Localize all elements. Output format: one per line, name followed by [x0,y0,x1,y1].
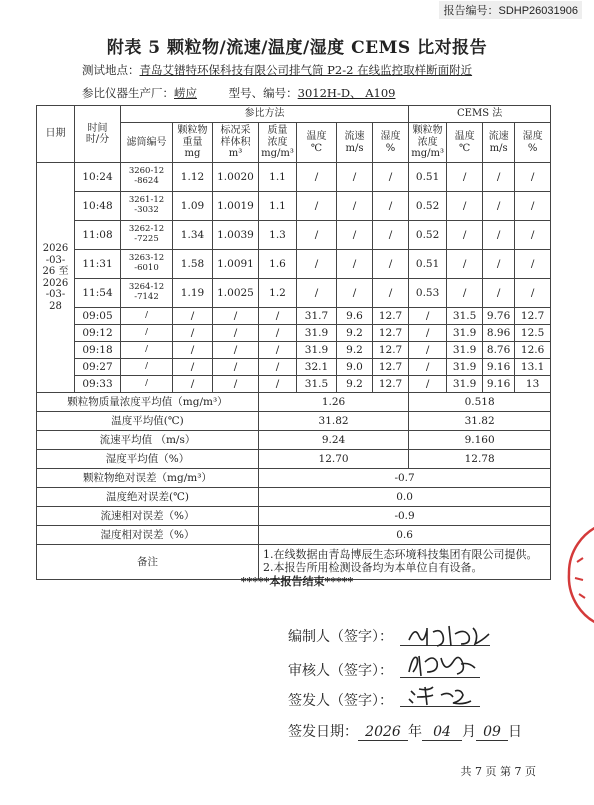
time-cell: 09:12 [75,325,121,342]
cell-conc: 1.3 [259,221,297,250]
average-label: 温度平均值(℃) [37,412,259,431]
cell-filter: 3264-12 -7142 [121,279,173,308]
cell-c_pm: / [409,308,447,325]
cell-volume: / [213,359,259,376]
remark-line: 2.本报告所用检测设备均为本单位自有设备。 [263,561,483,574]
average-cems-value: 31.82 [409,412,551,431]
cell-volume: / [213,325,259,342]
header-flow: 流速 m/s [337,123,373,163]
cell-weight: / [173,342,213,359]
cell-weight: 1.58 [173,250,213,279]
cell-filter: / [121,359,173,376]
remark-line: 1.在线数据由青岛博辰生态环境科技集团有限公司提供。 [263,548,538,562]
cell-c_hum: / [515,279,551,308]
average-label: 湿度平均值（%） [37,450,259,469]
cell-weight: 1.12 [173,163,213,192]
cell-weight: 1.34 [173,221,213,250]
issue-month: 04 [422,724,462,741]
cell-c_temp: / [447,250,483,279]
cell-c_temp: / [447,279,483,308]
issue-date-label: 签发日期： [288,724,358,740]
cell-c_flow: 9.16 [483,376,515,393]
location-value: 青岛艾镨特环保科技有限公司排气筒 P2-2 在线监控取样断面附近 [139,63,473,77]
table-row [37,250,551,279]
issuer-handwritten-signature [405,683,485,709]
error-value: 0.6 [259,526,551,545]
cell-flow: / [337,163,373,192]
cell-hum: / [373,279,409,308]
cell-weight: / [173,325,213,342]
error-row [37,507,551,526]
cell-filter: / [121,376,173,393]
time-cell: 11:54 [75,279,121,308]
manufacturer-label: 参比仪器生产厂： [82,86,174,100]
cell-c_temp: / [447,163,483,192]
cell-temp: 31.9 [297,342,337,359]
location-label: 测试地点： [82,63,140,77]
cell-c_pm: 0.51 [409,163,447,192]
cell-filter: / [121,342,173,359]
cell-hum: / [373,221,409,250]
time-cell: 09:18 [75,342,121,359]
cell-c_flow: / [483,163,515,192]
time-cell: 11:08 [75,221,121,250]
cell-weight: / [173,308,213,325]
cell-c_hum: / [515,221,551,250]
cell-c_temp: / [447,192,483,221]
cell-c_pm: / [409,376,447,393]
cell-filter: 3261-12 -3032 [121,192,173,221]
cell-conc: 1.6 [259,250,297,279]
cell-volume: / [213,342,259,359]
time-cell: 11:31 [75,250,121,279]
cell-conc: / [259,342,297,359]
error-value: -0.9 [259,507,551,526]
error-row [37,526,551,545]
cell-weight: 1.09 [173,192,213,221]
cell-conc: 1.1 [259,163,297,192]
cell-flow: 9.2 [337,376,373,393]
cell-c_hum: / [515,192,551,221]
header-cems-humidity: 湿度 % [515,123,551,163]
cell-flow: / [337,192,373,221]
header-cems-pm: 颗粒物 浓度 mg/m³ [409,123,447,163]
cell-c_hum: 12.7 [515,308,551,325]
time-cell: 10:24 [75,163,121,192]
cell-flow: 9.2 [337,325,373,342]
average-ref-value: 1.26 [259,393,409,412]
error-label: 流速相对误差（%） [37,507,259,526]
cell-temp: 32.1 [297,359,337,376]
compiler-handwritten-signature [405,620,495,650]
time-cell: 09:33 [75,376,121,393]
error-value: 0.0 [259,488,551,507]
cell-volume: / [213,376,259,393]
time-cell: 10:48 [75,192,121,221]
cell-c_pm: 0.51 [409,250,447,279]
cell-c_pm: 0.53 [409,279,447,308]
reviewer-handwritten-signature [405,650,485,680]
error-label: 湿度相对误差（%） [37,526,259,545]
model-value: 3012H-D、 A109 [297,86,396,100]
table-row [37,308,551,325]
cell-c_temp: 31.5 [447,308,483,325]
cell-filter: 3262-12 -7225 [121,221,173,250]
header-cems-flow: 流速 m/s [483,123,515,163]
average-label: 颗粒物质量浓度平均值（mg/m³） [37,393,259,412]
cell-conc: / [259,325,297,342]
header-mass-conc: 质量 浓度 mg/m³ [259,123,297,163]
cell-filter: 3260-12 -8624 [121,163,173,192]
red-seal-stamp [563,520,594,630]
cell-hum: 12.7 [373,376,409,393]
remarks-label: 备注 [37,545,259,580]
reviewer-signature-label: 审核人（签字）： [288,663,393,679]
cell-c_temp: 31.9 [447,376,483,393]
cell-temp: 31.5 [297,376,337,393]
cell-c_hum: / [515,250,551,279]
table-row [37,342,551,359]
model-label: 型号、编号： [228,86,298,100]
table-row [37,325,551,342]
average-ref-value: 9.24 [259,431,409,450]
issue-day: 09 [476,724,508,741]
year-unit: 年 [408,724,422,740]
cell-c_pm: 0.52 [409,221,447,250]
average-ref-value: 31.82 [259,412,409,431]
issuer-signature-label: 签发人（签字）： [288,693,393,709]
cell-c_flow: 8.76 [483,342,515,359]
cell-c_flow: / [483,221,515,250]
test-location [82,62,472,78]
error-label: 颗粒物绝对误差（mg/m³） [37,469,259,488]
error-label: 温度绝对误差(℃) [37,488,259,507]
cell-hum: / [373,163,409,192]
cell-c_hum: / [515,163,551,192]
cell-c_pm: / [409,359,447,376]
issue-date [288,721,522,741]
issue-year: 2026 [358,724,408,741]
cell-c_flow: / [483,192,515,221]
report-number: 报告编号：SDHP26031906 [439,1,582,19]
error-row [37,469,551,488]
cell-c_pm: 0.52 [409,192,447,221]
cell-c_hum: 12.5 [515,325,551,342]
comparison-table [36,105,551,580]
page-footer: 共 7 页 第 7 页 [460,765,536,778]
cell-c_flow: 8.96 [483,325,515,342]
header-date: 日期 [37,106,75,163]
header-temp: 温度 ℃ [297,123,337,163]
cell-conc: / [259,308,297,325]
cell-flow: 9.0 [337,359,373,376]
cell-temp: / [297,192,337,221]
cell-c_flow: 9.16 [483,359,515,376]
cell-c_temp: 31.9 [447,359,483,376]
cell-volume: 1.0091 [213,250,259,279]
cell-temp: 31.9 [297,325,337,342]
cell-filter: / [121,325,173,342]
average-cems-value: 12.78 [409,450,551,469]
cell-temp: / [297,163,337,192]
table-row [37,279,551,308]
cell-c_flow: / [483,250,515,279]
header-filter-no: 滤筒编号 [121,123,173,163]
cell-c_temp: 31.9 [447,325,483,342]
cell-temp: / [297,250,337,279]
cell-volume: 1.0039 [213,221,259,250]
cell-conc: / [259,376,297,393]
average-ref-value: 12.70 [259,450,409,469]
header-std-volume: 标况采 样体积 m³ [213,123,259,163]
error-value: -0.7 [259,469,551,488]
date-cell: 2026 -03- 26 至 2026 -03- 28 [37,163,75,393]
cell-volume: 1.0020 [213,163,259,192]
cell-hum: 12.7 [373,325,409,342]
cell-c_hum: 13 [515,376,551,393]
cell-temp: / [297,221,337,250]
cell-flow: / [337,279,373,308]
manufacturer-value: 崂应 [174,86,197,100]
average-row [37,431,551,450]
cell-hum: 12.7 [373,359,409,376]
cell-c_pm: / [409,325,447,342]
cell-volume: / [213,308,259,325]
cell-temp: / [297,279,337,308]
cell-volume: 1.0019 [213,192,259,221]
header-cems-temp: 温度 ℃ [447,123,483,163]
average-row [37,450,551,469]
cell-conc: 1.1 [259,192,297,221]
cell-volume: 1.0025 [213,279,259,308]
cell-flow: / [337,250,373,279]
report-end-marker: *****本报告结束***** [240,575,354,588]
cell-filter: 3263-12 -6010 [121,250,173,279]
cell-flow: 9.2 [337,342,373,359]
cell-c_temp: 31.9 [447,342,483,359]
average-label: 流速平均值 （m/s） [37,431,259,450]
header-humidity: 湿度 % [373,123,409,163]
cell-hum: 12.7 [373,342,409,359]
header-time: 时间 时/分 [75,106,121,163]
cell-hum: / [373,192,409,221]
cell-c_pm: / [409,342,447,359]
cell-c_hum: 12.6 [515,342,551,359]
error-row [37,488,551,507]
cell-weight: / [173,359,213,376]
page-title: 附表 5 颗粒物/流速/温度/湿度 CEMS 比对报告 [106,38,488,58]
cell-c_flow: / [483,279,515,308]
month-unit: 月 [462,724,476,740]
average-cems-value: 0.518 [409,393,551,412]
instrument-info [82,85,395,101]
time-cell: 09:27 [75,359,121,376]
day-unit: 日 [508,724,522,740]
cell-filter: / [121,308,173,325]
cell-c_hum: 13.1 [515,359,551,376]
cell-c_temp: / [447,221,483,250]
cell-hum: / [373,250,409,279]
cell-c_flow: 9.76 [483,308,515,325]
cell-hum: 12.7 [373,308,409,325]
time-cell: 09:05 [75,308,121,325]
compiler-signature-label: 编制人（签字）： [288,629,393,645]
table-row [37,192,551,221]
average-row [37,393,551,412]
cell-flow: / [337,221,373,250]
cell-weight: / [173,376,213,393]
cell-conc: / [259,359,297,376]
table-row [37,221,551,250]
average-row [37,412,551,431]
header-cems-method: CEMS 法 [409,106,551,123]
cell-conc: 1.2 [259,279,297,308]
table-row [37,359,551,376]
cell-temp: 31.7 [297,308,337,325]
table-row [37,376,551,393]
average-cems-value: 9.160 [409,431,551,450]
header-pm-weight: 颗粒物 重量 mg [173,123,213,163]
cell-weight: 1.19 [173,279,213,308]
table-row [37,163,551,192]
header-reference-method: 参比方法 [121,106,409,123]
cell-flow: 9.6 [337,308,373,325]
